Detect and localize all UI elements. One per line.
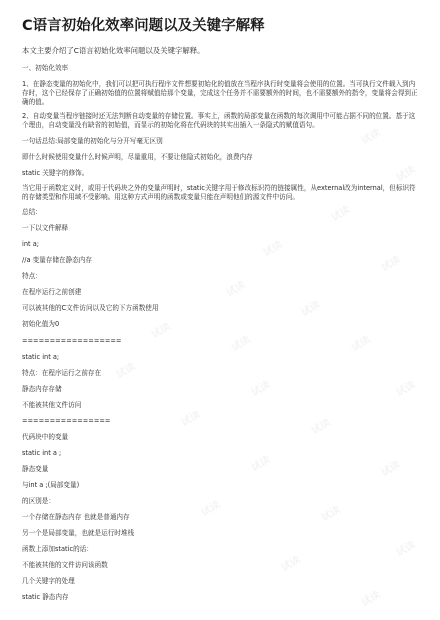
- body-paragraph: 2、自动变量当程序链接时还无法判断自动变量的存储位置。事实上，函数的局部变量在函数的每次调用中可能占据不同的位置。基于这个理由，自动变量没有缺省的初始值，而显示的初始化将在代码块的其实出插入一条隐式的赋值语句。: [22, 112, 416, 129]
- watermark-text: 试读: [379, 459, 403, 479]
- body-paragraph: 一个存储在静态内存 也就是普通内存: [22, 513, 130, 521]
- watermark-text: 试读: [394, 379, 418, 399]
- watermark-text: 试读: [224, 279, 248, 299]
- body-paragraph: 与int a ;(局部变量): [22, 481, 80, 489]
- watermark-text: 试读: [279, 554, 303, 574]
- body-paragraph: 总结：: [22, 208, 42, 216]
- body-paragraph: 不能被其他的文件访问该函数: [22, 561, 108, 569]
- watermark-text: 试读: [329, 204, 353, 224]
- section-heading: 一、初始化效率: [22, 64, 69, 72]
- body-paragraph: 特点：: [22, 272, 42, 280]
- code-comment: //a 变量存储在静态内存: [22, 256, 92, 264]
- watermark-text: 试读: [149, 321, 173, 341]
- body-paragraph: 当它用于函数定义时，或用于代码块之外的变量声明时，static关键字用于修改标识符的链接属性，从external改为internal，但标识符的存储类型和作用域不受影响。用这种方式声明的函数或变量只能在声明他们的源文件中访问。: [22, 184, 416, 201]
- body-paragraph: 一句话总结:局部变量的初始化与分开写毫无区别: [22, 137, 163, 145]
- body-paragraph: 静态变量: [22, 465, 49, 473]
- body-paragraph: 的区别是：: [22, 497, 55, 505]
- body-paragraph: static 关键字的修饰。: [22, 169, 89, 177]
- body-paragraph: 在程序运行之前创建: [22, 288, 82, 296]
- code-line: static int a;: [22, 353, 60, 361]
- watermark-text: 试读: [319, 504, 343, 524]
- separator-line: ==================: [22, 337, 122, 345]
- intro-paragraph: 本文主要介绍了C语言初始化效率问题以及关键字解释。: [22, 46, 205, 55]
- watermark-text: 试读: [359, 589, 383, 609]
- body-paragraph: 即什么时候使用变量什么时候声明，尽量重用，不要让他隐式初始化，浪费内存: [22, 153, 253, 161]
- watermark-text: 试读: [249, 454, 273, 474]
- document-title: C语言初始化效率问题以及关键字解释: [22, 18, 265, 34]
- body-paragraph: 1、在静态变量的初始化中，我们可以把可执行程序文件想要初始化的值放在当程序执行时变量将会使用的位置。当可执行文件载入到内存时，这个已经保存了正确初始值的位置将赋值给那个变量，完成这个任务并不需要额外的时间，也不需要额外的指令，变量将会得到正确的值。: [22, 80, 418, 106]
- body-paragraph: static 静态内存: [22, 593, 69, 601]
- code-line: static int a ;: [22, 449, 62, 457]
- body-paragraph: 几个关键字的处理: [22, 577, 75, 585]
- body-paragraph: 一下以文件解释: [22, 224, 69, 232]
- watermark-text: 试读: [309, 417, 333, 437]
- watermark-text: 试读: [394, 164, 418, 184]
- watermark-text: 试读: [359, 127, 383, 147]
- watermark-text: 试读: [199, 499, 223, 519]
- watermark-text: 试读: [349, 334, 373, 354]
- watermark-text: 试读: [299, 299, 323, 319]
- body-paragraph: 静态内存存储: [22, 385, 62, 393]
- watermark-text: 试读: [394, 539, 418, 559]
- body-paragraph: 函数上添加static的话：: [22, 545, 93, 553]
- watermark-text: 试读: [229, 334, 253, 354]
- watermark-text: 试读: [179, 409, 203, 429]
- body-paragraph: 可以被其他的C文件访问以及它的下方函数使用: [22, 304, 159, 312]
- body-paragraph: 初始化值为0: [22, 320, 60, 328]
- watermark-text: 试读: [114, 361, 138, 381]
- body-paragraph: 不能被其他文件访问: [22, 401, 82, 409]
- watermark-text: 试读: [379, 254, 403, 274]
- code-line: int a;: [22, 240, 39, 248]
- separator-line: ================: [22, 417, 111, 425]
- body-paragraph: 特点：在程序运行之前存在: [22, 369, 102, 377]
- body-paragraph: 代码块中的变量: [22, 433, 69, 441]
- watermark-text: 试读: [249, 379, 273, 399]
- body-paragraph: 另一个是局部变量，也就是运行时堆栈: [22, 529, 135, 537]
- watermark-text: 试读: [261, 239, 285, 259]
